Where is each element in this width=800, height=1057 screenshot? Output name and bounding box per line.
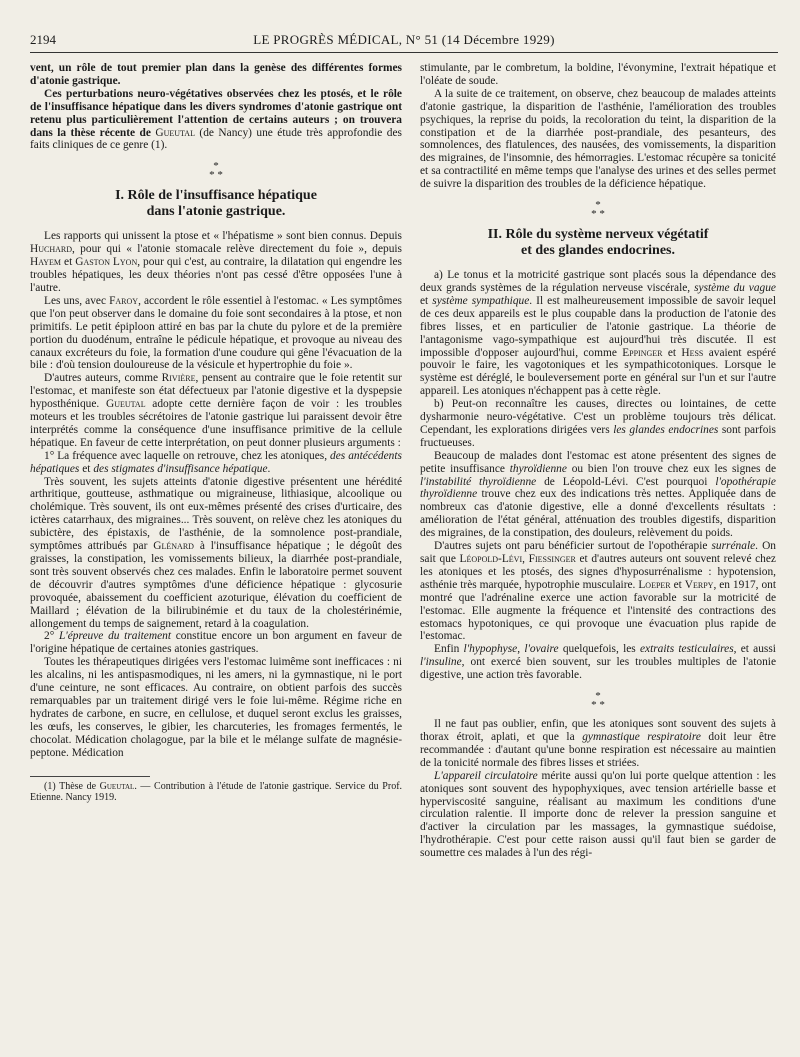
author-name: Fiessinger bbox=[528, 553, 576, 565]
author-name: Eppinger bbox=[622, 346, 663, 359]
paragraph: Les rapports qui unissent la ptose et « l'hépatisme » sont bien connus. Depuis Huchard, pour qui « l'atonie stomacale relève directement du foie », depuis Hayem et Gaston Lyon, pour qui c'est, au contraire, la dilatation qui engendre les troubles hépatiques, les deux théories n'ont pas cessé d'être opposées l'une à l'autre. bbox=[30, 230, 402, 294]
author-name: Hayem bbox=[30, 256, 62, 269]
paragraph: L'appareil circulatoire mérite aussi qu'on lui porte quelque attention : les atoniques sont souvent des hypophyxiques, avec tension artérielle basse et hyperviscosité sanguine, réalisant au maximum les conditions d'une circulation ralentie. Il importe donc de relever la pression sanguine et d'activer la circulation par les massages, la gymnastique suédoise, l'hydrothérapie. C'est pour cette raison aussi qu'il faut bien se garder de soumettre ces malades à l'un des régi- bbox=[420, 769, 776, 860]
paragraph: Ces perturbations neuro-végétatives observées chez les ptosés, et le rôle de l'insuffisance hépatique dans les divers syndromes d'atonie gastrique ont retenu plus particulièrement l'attention de certains auteurs ; on trouvera dans la thèse récente de Gueutal (de Nancy) une étude très approfondie des faits cliniques de ce genre (1). bbox=[30, 87, 402, 152]
paragraph: Les uns, avec Faroy, accordent le rôle essentiel à l'estomac. « Les symptômes que l'on peut observer dans le domaine du foie sont secondaires à la ptose, et non primitifs. Le petit épiploon attiré en bas par la chute du pylore et de la première portion du duodénum, entraîne le pédicule hépatique, et provoque au niveau des canaux excréteurs du foie, la formation d'une coudure qui gêne l'évacuation de la bile : d'où tension douloureuse de la vésicule et hypertrophie du foie ». bbox=[30, 294, 402, 372]
paragraph: Beaucoup de malades dont l'estomac est atone présentent des signes de petite insuffisance thyroïdienne ou bien l'on trouve chez eux les signes de l'instabilité thyroïdienne de Léopold-Lévi. C'est pourquoi l'opothérapie thyroïdienne trouve chez eux des indications très nettes. Appliquée dans de nombreux cas d'atonie digestive, elle a donné d'excellents résultats : amélioration de l'état général, atténuation des troubles digestifs, disparition des migraines, de la constipation, des douleurs, relèvement du poids. bbox=[420, 449, 776, 540]
author-name: Loeper bbox=[638, 578, 671, 591]
author-name: Verpy bbox=[684, 578, 714, 591]
author-name: Glénard bbox=[153, 540, 194, 553]
author-name: Hess bbox=[681, 346, 704, 359]
author-name: Huchard bbox=[30, 243, 73, 256]
right-column bbox=[420, 62, 776, 1037]
paragraph: 1° La fréquence avec laquelle on retrouve, chez les atoniques, des antécédents hépatiques et des stigmates d'insuffisance hépatique. bbox=[30, 449, 402, 475]
paragraph: b) Peut-on reconnaître les causes, directes ou lointaines, de cette dysharmonie neuro-végétative. C'est un problème toujours très délicat. Cependant, les explorations dirigées vers les glandes endocrines sont parfois fructueuses. bbox=[420, 398, 776, 449]
author-name: Gueutal bbox=[106, 398, 146, 411]
left-column bbox=[30, 62, 402, 1037]
section-title: I. Rôle de l'insuffisance hépatique dans l'atonie gastrique. bbox=[115, 188, 317, 220]
paragraph: D'autres auteurs, comme Rivière, pensent au contraire que le foie retentit sur l'estomac, et manifeste son état défectueux par l'atonie digestive et la dyspepsie hyposthénique. Gueutal adopte cette dernière façon de voir : les troubles moteurs et les troubles sécrétoires de l'atonie gastrique lui paraissent devoir être interprétés comme la conséquence d'une insuffisance primitive de la cellule hépatique. En faveur de cette interprétation, on peut donner plusieurs arguments : bbox=[30, 372, 402, 449]
author-name: Faroy bbox=[109, 294, 139, 307]
running-title: LE PROGRÈS MÉDICAL, N° 51 (14 Décembre 1929) bbox=[253, 32, 555, 47]
paragraph: stimulante, par le combretum, la boldine, l'évonymine, l'extrait hépatique et l'oléate de soude. bbox=[420, 62, 776, 87]
section-separator: * * * bbox=[209, 160, 223, 182]
section-title: II. Rôle du système nerveux végétatif et des glandes endocrines. bbox=[487, 227, 709, 259]
paragraph: Enfin l'hypophyse, l'ovaire quelquefois, les extraits testiculaires, et aussi l'insuline, ont exercé bien souvent, sur les troubles multiples de l'atonie digestive, une action très favorable. bbox=[420, 643, 776, 682]
section-separator: * * * bbox=[591, 199, 605, 221]
author-name: Léopold-Lévi bbox=[459, 553, 523, 565]
paragraph: a) Le tonus et la motricité gastrique sont placés sous la dépendance des deux grands systèmes de la régulation nerveuse viscérale, système du vague et système sympathique. Il est malheureusement impossible de savoir lequel de ces deux appareils est le plus coupable dans la production de l'atonie des fibres lisses, et en particulier de l'atonie gastrique. La théorie de l'antagonisme vago-sympathique est aujourd'hui très discutée. Il est impossible d'opposer aujourd'hui, comme Eppinger et Hess avaient espéré pouvoir le faire, les vagotoniques et les sympathicotoniques. Lorsque le système est déréglé, le bouleversement porte en général sur l'un et sur l'autre appareil. Les atoniques n'échappent pas à cette règle. bbox=[420, 269, 776, 398]
paragraph: Très souvent, les sujets atteints d'atonie digestive présentent une hérédité arthritique, goutteuse, asthmatique ou migraineuse, lithiasique, alcoolique ou cholémique. Très souvent, ils ont eux-mêmes présenté des crises d'urticaire, des ictères catarrhaux, des migraines... Très souvent, on relève chez les atoniques du subictère, des épistaxis, de l'asthénie, de la somnolence post-prandiale, symptômes attribués par Glénard à l'insuffisance hépatique ; le dégoût des graisses, la constipation, les vomissements bilieux, la diarrhée post-prandiale, sont très souvent observés chez ces malades. Enfin le laboratoire permet souvent de découvrir d'autres symptômes d'une déficience hépatique : glycosurie provoquée, abaissement du coefficient azoturique, élévation du coefficient de Maillard ; élévation de la bilirubinémie et du taux de la cholestérinémie, allongement du temps de saignement, retard à la coagulation. bbox=[30, 475, 402, 630]
paragraph: vent, un rôle de tout premier plan dans la genèse des différentes formes d'atonie gastrique. bbox=[30, 62, 402, 87]
author-name: Gaston Lyon bbox=[75, 256, 138, 269]
footnote: (1) Thèse de Gueutal. — Contribution à l'étude de l'atonie gastrique. Service du Prof. Etienne. Nancy 1919. bbox=[30, 780, 402, 803]
paragraph: Il ne faut pas oublier, enfin, que les atoniques sont souvent des sujets à thorax étroit, aplati, et que la gymnastique respiratoire doit leur être recommandée : d'autant qu'une bonne respiration est nécessaire au maintien de la tonicité normale des fibres lisses et striées. bbox=[420, 718, 776, 769]
paragraph: 2° L'épreuve du traitement constitue encore un bon argument en faveur de l'origine hépatique de certaines atonies gastriques. bbox=[30, 630, 402, 656]
running-header bbox=[30, 30, 778, 53]
paragraph: Toutes les thérapeutiques dirigées vers l'estomac luimême sont inefficaces : ni les alcalins, ni les antispasmodiques, ni les amers, ni la gymnastique, ni le port d'une ceinture, ne sont efficaces. Au contraire, on obtient parfois des succès remarquables par un traitement dirigé vers le foie lui-même. Régime riche en hydrates de carbone, en sucre, en cellulose, et duquel seront exclus les graisses, les œufs, les conserves, le gibier, les charcuteries, les fromages fermentés, le chocolat. Médication cholagogue, par la bile et le mélange sulfate de magnésie-peptone. Médication bbox=[30, 656, 402, 759]
paragraph: D'autres sujets ont paru bénéficier surtout de l'opothérapie surrénale. On sait que Léopold-Lévi, Fiessinger et d'autres auteurs ont souvent relevé chez les atoniques et les ptosés, des signes d'hyposurrénalisme : hypotension, asthénie très marquée, hypotrophie musculaire. Loeper et Verpy, en 1917, ont montré que l'adrénaline exerce une action favorable sur la motricité de l'estomac. Elle augmente la fréquence et l'intensité des contractions des estomacs hypotoniques, ce qui provoque une évacuation plus rapide de l'estomac. bbox=[420, 540, 776, 643]
section-separator: * * * bbox=[591, 690, 605, 712]
author-name: Rivière bbox=[161, 372, 196, 385]
paragraph: A la suite de ce traitement, on observe, chez beaucoup de malades atteints d'atonie gastrique, la disparition de l'asthénie, l'amélioration des troubles psychiques, la reprise du poids, la recoloration du teint, la disparition de la constipation et de la diarrhée post-prandiale, des pesanteurs, des somnolences, des flatulences, des nausées, des vomissements, la disparition des migraines, de l'insomnie, des hémorragies. L'estomac récupère sa tonicité et sa contractilité en même temps que l'analyse des urines et des selles permet de suivre la disparition des troubles de la déficience hépatique. bbox=[420, 87, 776, 191]
author-name: Gueutal bbox=[155, 126, 195, 139]
page-number: 2194 bbox=[30, 32, 56, 47]
footnote-divider bbox=[30, 776, 150, 777]
